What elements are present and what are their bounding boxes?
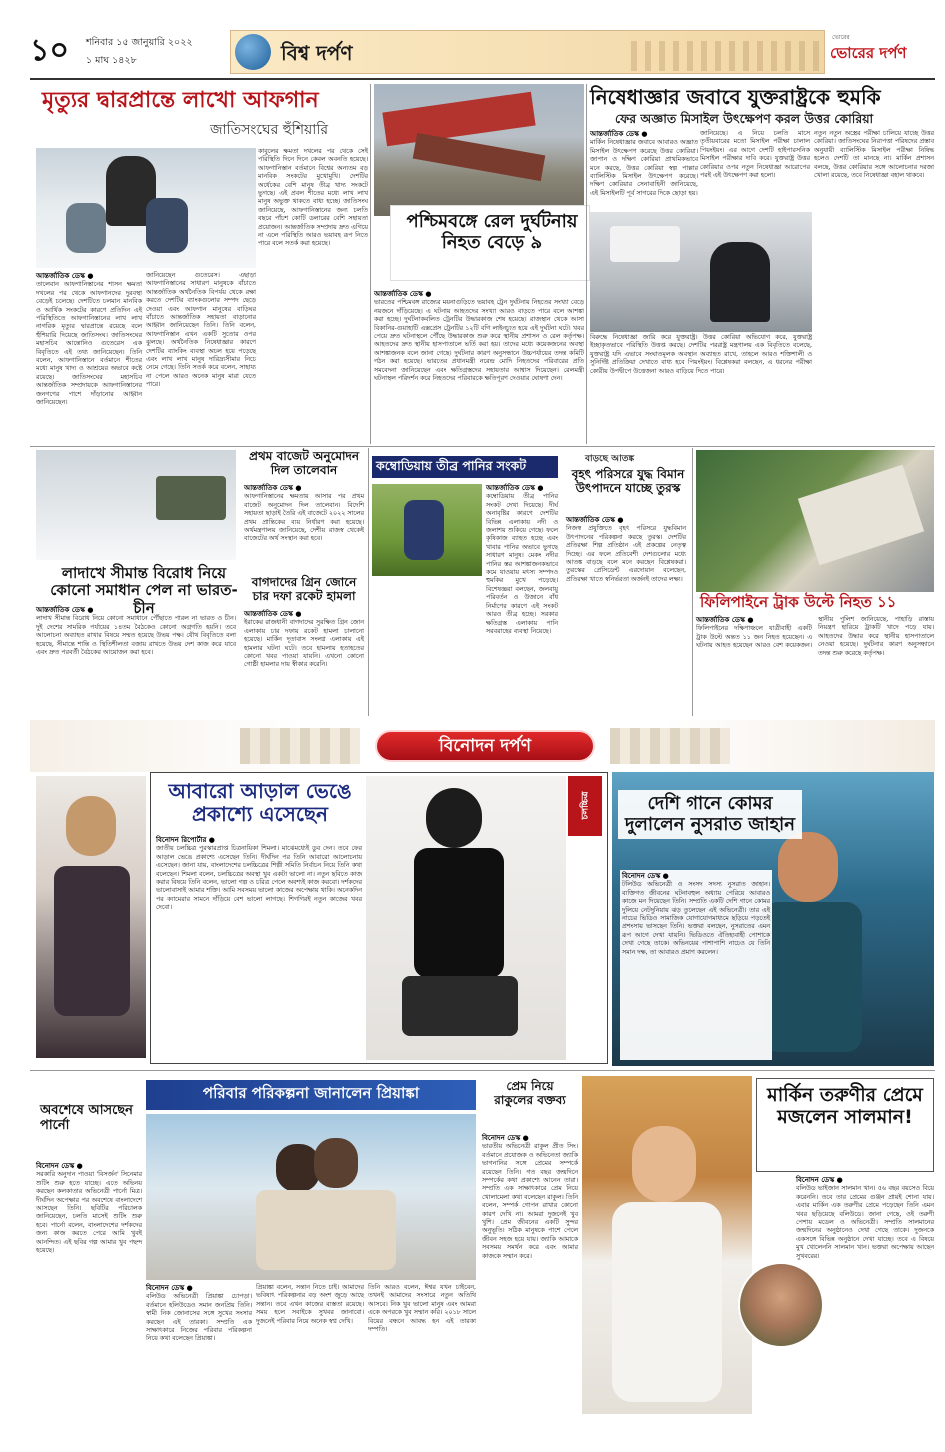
rakul-headline: প্রেম নিয়ে রাকুলের বক্তব্য [494, 1079, 566, 1107]
cambodia-headline-bar [372, 456, 558, 478]
korea-col-2-text: জানিয়েছে। এ নিয়ে চলতি মাসে তৃতীয়বারের মতো মিসাইল পরীক্ষা চালাল পিয়ংইয়ং। এর আগে দেশটি হাইপারসনিক মিসাইল পরীক্ষার দাবি করে। যুক্তরাষ্ট্র উত্তর কোরিয়ার ওপর নতুন নিষেধাজ্ঞা আরোপের পরই এই উৎক্ষেপণ করা হলো। [700, 130, 810, 180]
afghan-byline: আন্তর্জাতিক ডেস্ক ● [36, 272, 94, 280]
budget-byline: আন্তর্জাতিক ডেস্ক ● [244, 484, 302, 492]
parni-headline: অবশেষে আসছেন পার্নো [40, 1103, 133, 1133]
parni-byline: বিনোদন ডেস্ক ● [36, 1162, 83, 1170]
afghan-subhead: জাতিসংঘের হুঁশিয়ারি [210, 122, 329, 138]
col-rule [692, 448, 693, 716]
korea-subhead: ফের অজ্ঞাত মিসাইল উৎক্ষেপণ করল উত্তর কোরিয়া [615, 111, 874, 126]
afghan-col-2 [146, 272, 256, 444]
priyanka-col-3-text: তিনি আরও বলেন, ঈশ্বর যখন চাইবেন, তখনই আমাদের সংসারে নতুন অতিথি আসবে। নিক খুব ভালো মানুষ এবং আমরা একে অপরকে খুব সম্মান করি। ২০১৮ সালে বিয়ের বন্ধনে আবদ্ধ হন এই তারকা দম্পতি। [368, 1284, 476, 1334]
afghan-col-3 [258, 148, 368, 444]
rakul-body [482, 1134, 578, 1414]
shimla-side-tag-text: চলচ্চিত্র [580, 791, 591, 820]
page-number: ১০ [30, 33, 69, 68]
priyanka-col-2-text: প্রিয়াঙ্কা বলেন, সন্তান নিতে চাই। আমাদের ভবিষ্যৎ পরিকল্পনার বড় অংশ জুড়ে আছে সন্তান। তবে এখন কাজের ব্যস্ততা রয়েছে। সময় হলে সবাইকে সুখবর জানাবো। দুজনেই পরিবার নিয়ে অনেক স্বপ্ন দেখি। [256, 1284, 364, 1325]
cambodia-body [486, 484, 558, 635]
col-rule [368, 448, 369, 716]
logo-small-text: ভোরের [832, 34, 850, 41]
korea-col-4-text: নতুন নতুন অস্ত্রের পরীক্ষা চালিয়ে যাচ্ছে উত্তর কোরিয়া। জাতিসংঘের নিরাপত্তা পরিষদের প্রস্তাব অনুযায়ী ব্যালিস্টিক মিসাইল পরীক্ষা নিষিদ্ধ হলেও দেশটি তা মানছে না। মার্কিন প্রশাসন বলছে, উত্তর কোরিয়ার সঙ্গে আলোচনার দরজা খোলা রয়েছে, তবে নিষেধাজ্ঞা বহাল থাকবে। [814, 130, 934, 180]
salman-photo [738, 1262, 824, 1348]
rail-headline-box [390, 205, 590, 281]
col-rule [586, 84, 587, 444]
afghan-col-3-text: কাবুলের ক্ষমতা দখলের পর থেকে সেই পরিস্থিতি দিনে দিনে কেবল অবনতি হয়েছে। আফগানিস্তান বর্তমানে বিশ্বের অন্যতম বড় মানবিক সংকটের মুখোমুখি। দেশটির অর্ধেকের বেশি মানুষ তীব্র খাদ্য সংকটে ভুগছে। এই প্রবল শীতের মধ্যে লাখ লাখ মানুষ অভুক্ত থাকতে বাধ্য হচ্ছে। জাতিসংঘ জানিয়েছে, আফগানিস্তানের জন্য চলতি বছরে পাঁচশ কোটি ডলারের বেশি সহায়তা প্রয়োজন। আন্তর্জাতিক সম্প্রদায় দ্রুত এগিয়ে না এলে পরিস্থিতি আরও ভয়াবহ রূপ নিতে পারে বলে সতর্ক করা হয়েছে। [258, 148, 368, 248]
priyanka-headline: পরিবার পরিকল্পনা জানালেন প্রিয়াঙ্কা [202, 1084, 420, 1102]
korea-headline: নিষেধাজ্ঞার জবাবে যুক্তরাষ্ট্রকে হুমকি [590, 85, 881, 109]
philippines-photo [696, 450, 934, 592]
ladakh-photo [36, 450, 236, 560]
shimla-side-tag [568, 776, 602, 836]
salman-headline: মার্কিন তরুণীর প্রেমে মজলেন সালমান! [767, 1084, 923, 1128]
budget-text: আফগানিস্তানের ক্ষমতায় আসার পর প্রথম বাজেট অনুমোদন দিল তালেবান। বিদেশি সহায়তা ছাড়াই তৈরি এই বাজেটে ২০২২ সালের প্রথম প্রান্তিকের ব্যয় নির্ধারণ করা হয়েছে। অর্থমন্ত্রণালয় জানিয়েছে, দেশীয় রাজস্ব থেকেই বাজেটের অর্থ সংস্থান করা হবে। [244, 493, 364, 543]
turkey-byline: আন্তর্জাতিক ডেস্ক ● [566, 516, 624, 524]
ladakh-text: লাদাখ সীমান্ত বিরোধ নিয়ে কোনো সমাধানে পৌঁছাতে পারল না ভারত ও চীন। দুই দেশের সামরিক পর্যায়ের ১৪তম বৈঠকেও কোনো অগ্রগতি হয়নি। তবে আলোচনা অব্যাহত রাখার বিষয়ে সম্মত হয়েছে উভয় পক্ষ। যৌথ বিবৃতিতে বলা হয়েছে, সীমান্তে শান্তি ও স্থিতিশীলতা বজায় রাখতে উভয় দেশ কাজ করে যাবে এবং দ্রুত পরবর্তী বৈঠকের আয়োজন করা হবে। [36, 615, 236, 657]
rail-body [374, 290, 584, 440]
priyanka-photo [146, 1114, 476, 1280]
afghan-col-2-text: জানিয়েছেন গুতেরেস। এছাড়া আফগানিস্তানের সাধারণ মানুষকে বাঁচাতে আন্তর্জাতিক অর্থনৈতিক বিপর্যয় থেকে রক্ষা করতে দেশটির ব্যাংকগুলোর সম্পদ ছেড়ে দেওয়া এবং আফগান মানুষের বাড়িঘর বাঁচাতে আন্তর্জাতিক সহায়তা বাড়ানোর আহ্বান জানিয়েছেন তিনি। তিনি বলেন, আফগানিস্তান এখন একটি সুতোর ওপর ঝুলছে। অর্থনৈতিক নিষেধাজ্ঞার কারণে দেশটির ব্যাংকিং ব্যবস্থা অচল হয়ে পড়েছে এবং লাখ লাখ মানুষ দারিদ্র্যসীমার নিচে নেমে গেছে। তিনি সতর্ক করে বলেন, সাহায্য না পেলে আরও অনেক মানুষ মারা যেতে পারে। [146, 272, 256, 389]
salman-text: বলিউড ভাইজান সালমান খান। ৫৬ বছর বয়সেও বিয়ে করেননি। তবে তার প্রেমের গুঞ্জন প্রায়ই শোনা যায়। এবার মার্কিন এক তরুণীর প্রেমে পড়েছেন তিনি এমন খবর ছড়িয়েছে বলিউডে। জানা গেছে, ওই তরুণী পেশায় মডেল ও অভিনেত্রী। সম্প্রতি সালমানের জন্মদিনের অনুষ্ঠানেও দেখা গেছে তাকে। দুজনকে একসঙ্গে বিভিন্ন অনুষ্ঠানে দেখা যাচ্ছে। তবে এ বিষয়ে মুখ খোলেননি সালমান খান। ভক্তরা অপেক্ষায় আছেন সুখবরের। [796, 1185, 934, 1260]
ladakh-byline: আন্তর্জাতিক ডেস্ক ● [36, 606, 94, 614]
turkey-body [566, 516, 686, 712]
korea-col-2 [700, 130, 810, 210]
ladakh-headline: লাদাখে সীমান্ত বিরোধ নিয়ে কোনো সমাধান পেল না ভারত-চীন [50, 564, 238, 617]
rail-byline: আন্তর্জাতিক ডেস্ক ● [374, 290, 432, 298]
priyanka-col-3 [368, 1284, 476, 1414]
row-rule [30, 1070, 935, 1071]
logo-name: ভোরের দর্পণ [830, 44, 907, 62]
priyanka-col-1-text: বলিউড অভিনেত্রী প্রিয়াঙ্কা চোপড়া। বর্তমানে হলিউডেও সমান জনপ্রিয় তিনি। স্বামী নিক জোনাসের সঙ্গে সুখের সংসার করছেন এই তারকা। সম্প্রতি এক সাক্ষাৎকারে নিজের পরিবার পরিকল্পনা নিয়ে কথা বলেছেন প্রিয়াঙ্কা। [146, 1293, 252, 1343]
afghan-photo [36, 148, 256, 268]
korea-col-1 [590, 130, 698, 210]
nusrat-text: টলিউড অভিনেত্রী ও সংসদ সদস্য নুসরাত জাহান। ব্যক্তিগত জীবনের ঘটনাবহুল অধ্যায় পেরিয়ে আবারও কাজে মন দিয়েছেন তিনি। সম্প্রতি একটি দেশি গানে কোমর দুলিয়ে নেটদুনিয়ায় ঝড় তুলেছেন এই অভিনেত্রী। তার এই নাচের ভিডিও সামাজিক যোগাযোগমাধ্যমে ছড়িয়ে পড়তেই প্রশংসায় ভাসছেন তিনি। ভক্তরা বলছেন, নুসরাতের এমন রূপ আগে দেখা যায়নি। ভিডিওতে ঐতিহ্যবাহী পোশাকে দেখা গেছে তাকে। অভিনয়ের পাশাপাশি নাচেও যে তিনি সমান দক্ষ, তা আবারও প্রমাণ করলেন। [622, 881, 770, 956]
shimla-byline: বিনোদন রিপোর্টার ● [156, 836, 215, 844]
parni-body [36, 1162, 142, 1414]
cambodia-byline: আন্তর্জাতিক ডেস্ক ● [486, 484, 544, 492]
korea-photo [590, 212, 812, 332]
ladakh-body [36, 606, 236, 714]
green-zone-body [244, 610, 364, 714]
korea-col-1-text: মার্কিন নিষেধাজ্ঞার জবাবে আবারও অজ্ঞাত মিসাইল উৎক্ষেপণ করেছে উত্তর কোরিয়া। জাপান ও দক্ষিণ কোরিয়া প্রাথমিকভাবে মনে করছে, উত্তর কোরিয়া স্বল্প পাল্লার ব্যালিস্টিক মিসাইল উৎক্ষেপণ করেছে। দক্ষিণ কোরিয়ার সেনাবাহিনী জানিয়েছে, এই মিসাইলটি পূর্ব সাগরের দিকে ছোড়া হয়। [590, 139, 698, 197]
afghan-col-1-text: তালেবান আফগানিস্তানের শাসন ক্ষমতা দখলের পর থেকে আফগানদের দুরবস্থা বেড়েই চলেছে। দেশটিতে চলমান মানবিক ও আর্থিক সংকটের কারণে প্রতিদিন এই পরিস্থিতিতে আফগানিস্তানের লাখ লাখ নাগরিক মৃত্যুর দ্বারপ্রান্তে রয়েছে বলে হুঁশিয়ারি দিয়েছে জাতিসংঘ। জাতিসংঘের মহাসচিব আন্তোনিও গুতেরেস এক বিবৃতিতে এই তথ্য জানিয়েছেন। তিনি বলেন, আফগানিস্তানে বর্তমানে শীতের মধ্যে মানুষ খাদ্য ও আশ্রয়ের অভাবে কষ্টে রয়েছে। জাতিসংঘের মহাসচিব আন্তর্জাতিক সম্প্রদায়কে আফগানিস্তানের জনগণের পাশে দাঁড়ানোর আহ্বান জানিয়েছেন। [36, 281, 142, 407]
nusrat-byline: বিনোদন ডেস্ক ● [622, 872, 669, 880]
rail-photo [374, 84, 584, 216]
green-zone-text: ইরাকের রাজধানী বাগদাদের সুরক্ষিত গ্রিন জোন এলাকায় চার দফায় রকেট হামলা চালানো হয়েছে। মার্কিন দূতাবাস সংলগ্ন এলাকায় এই হামলার ঘটনা ঘটে। তবে হামলায় হতাহতের কোনো খবর পাওয়া যায়নি। এখনো কোনো গোষ্ঠী হামলার দায় স্বীকার করেনি। [244, 619, 364, 669]
rakul-text: ভারতীয় অভিনেত্রী রাকুল প্রীত সিং। বর্তমানে প্রযোজক ও অভিনেতা জ্যাকি ভাগনানির সঙ্গে প্রেমের সম্পর্কে রয়েছেন তিনি। গত বছর জন্মদিনে সম্পর্কের কথা প্রকাশ্যে আনেন তারা। সম্প্রতি এক সাক্ষাৎকারে প্রেম নিয়ে খোলামেলা কথা বলেছেন রাকুল। তিনি বলেন, সম্পর্ক গোপন রাখার কোনো কারণ দেখি না। আমরা দুজনেই খুব খুশি। প্রেম জীবনের একটি সুন্দর অনুভূতি। সঠিক মানুষকে পাশে পেলে জীবন সহজ হয়ে যায়। জ্যাকি আমাকে সবসময় সমর্থন করে এবং আমার কাজকে সম্মান করে। [482, 1143, 578, 1260]
green-zone-headline: বাগদাদের গ্রিন জোনে চার দফা রকেট হামলা [251, 575, 357, 603]
parni-text: সরকারি অনুদান পাওয়া 'বিসর্জন' সিনেমার শুটিং শুরু হতে যাচ্ছে। এতে অভিনয় করছেন কলকাতার অভিনেত্রী পার্নো মিত্র। দীর্ঘদিন অপেক্ষার পর অবশেষে বাংলাদেশে আসছেন তিনি। ছবিটির পরিচালক জানিয়েছেন, চলতি মাসেই শুটিং শুরু হবে। পার্নো বলেন, বাংলাদেশের দর্শকদের জন্য কাজ করতে পেরে আমি খুবই আনন্দিত। এই ছবির গল্প আমার খুব পছন্দ হয়েছে। [36, 1171, 142, 1255]
masthead-rule [30, 78, 935, 80]
entertainment-section-pill [375, 730, 595, 762]
salman-headline-box [756, 1078, 934, 1172]
turkey-headline: বৃহৎ পরিসরে যুদ্ধ বিমান উৎপাদনে যাচ্ছে তুরস্ক [571, 467, 685, 495]
philippines-text: ফিলিপাইনের দক্ষিণাঞ্চলে যাত্রীবাহী একটি ট্রাক উল্টে অন্তত ১১ জন নিহত হয়েছেন। এ ঘটনায় আহত হয়েছেন আরও বেশ কয়েকজন। স্থানীয় পুলিশ জানিয়েছে, পাহাড়ি রাস্তায় নিয়ন্ত্রণ হারিয়ে ট্রাকটি খাদে পড়ে যায়। আহতদের উদ্ধার করে স্থানীয় হাসপাতালে নেওয়া হয়েছে। দুর্ঘটনার কারণ অনুসন্ধানে তদন্ত শুরু করেছে কর্তৃপক্ষ। [696, 616, 934, 657]
rakul-byline: বিনোদন ডেস্ক ● [482, 1134, 529, 1142]
korea-col-3-text: বিরুদ্ধে নিষেধাজ্ঞা জারি করে যুক্তরাষ্ট্র। উত্তর কোরিয়া অভিযোগ করে, যুক্তরাষ্ট্র ইচ্ছাকৃতভাবে পরিস্থিতি উত্তপ্ত করছে। দেশটির পররাষ্ট্র মন্ত্রণালয় এক বিবৃতিতে বলেছে, যুক্তরাষ্ট্র যদি এভাবে সংঘাতমূলক অবস্থান অব্যাহত রাখে, তাহলে আরও শক্তিশালী ও সুনির্দিষ্ট প্রতিক্রিয়া দেখাতে বাধ্য হবে পিয়ংইয়ং। বিশ্লেষকরা বলছেন, এ ধরনের পরীক্ষা কোরীয় উপদ্বীপে উত্তেজনা আরও বাড়িয়ে দিতে পারে। [590, 334, 812, 375]
priyanka-headline-bar [146, 1080, 476, 1110]
cambodia-text: কম্বোডিয়ায় তীব্র পানির সংকট দেখা দিয়েছে। দীর্ঘ অনাবৃষ্টির কারণে দেশটির বিভিন্ন এলাকায় নদী ও জলাশয় শুকিয়ে গেছে। ফলে কৃষিকাজ ব্যাহত হচ্ছে এবং খাবার পানির অভাবে ভুগছে সাধারণ মানুষ। মেকং নদীর পানির স্তর আশঙ্কাজনকভাবে কমে যাওয়ায় মৎস্য সম্পদও হুমকির মুখে পড়েছে। বিশেষজ্ঞরা বলছেন, জলবায়ু পরিবর্তন ও উজানে বাঁধ নির্মাণের কারণে এই সংকট আরও তীব্র হচ্ছে। সরকার ক্ষতিগ্রস্ত এলাকায় পানি সরবরাহের ব্যবস্থা নিয়েছে। [486, 493, 558, 635]
date-line-1: শনিবার ১৫ জানুয়ারি ২০২২ [86, 37, 193, 48]
cambodia-photo [372, 484, 482, 576]
shimla-main-photo [366, 776, 566, 1060]
shimla-side-photo [36, 776, 146, 1058]
cambodia-headline: কম্বোডিয়ায় তীব্র পানির সংকট [376, 458, 527, 473]
shimla-headline: আবারো আড়াল ভেঙে প্রকাশ্যে এসেছেন [168, 779, 352, 826]
nusrat-body [620, 870, 772, 1060]
korea-byline: আন্তর্জাতিক ডেস্ক ● [590, 130, 648, 138]
date-line-2: ১ মাঘ ১৪২৮ [86, 55, 137, 66]
shimla-body [156, 836, 362, 1058]
row-rule [30, 446, 935, 447]
philippines-byline: আন্তর্জাতিক ডেস্ক ● [696, 616, 754, 624]
masthead [30, 30, 935, 76]
shimla-text: জাতীয় চলচ্চিত্র পুরস্কারপ্রাপ্ত চিত্রনায়িকা শিমলা। মাঝেমধ্যেই ডুব দেন। তবে ফের আড়াল ভেঙে প্রকাশ্যে এসেছেন তিনি। দীর্ঘদিন পর তিনি আবারো আলোচনায় এসেছেন। জানা যায়, বাংলাদেশের চলচ্চিত্রের শিল্পী সমিতি নির্বাচন নিয়ে তিনি কথা বলেছেন। শিমলা বলেন, চলচ্চিত্রের অবস্থা খুব একটা ভালো না। নতুন ছবিতে কাজ করার বিষয়ে তিনি বলেন, ভালো গল্প ও চরিত্র পেলে অবশ্যই কাজ করবো। দর্শকদের ভালোবাসাই আমার শক্তি। আমি সবসময় ভালো কাজের অপেক্ষায় থাকি। অনেকদিন পর ক্যামেরার সামনে দাঁড়িয়ে বেশ ভালো লাগছে। শিগগিরই নতুন কাজের খবর দেবো। [156, 845, 362, 912]
section-title: বিশ্ব দর্পণ [281, 41, 353, 65]
paper-logo [830, 30, 935, 74]
priyanka-col-2 [256, 1284, 364, 1414]
nusrat-headline: দেশি গানে কোমর দুলালেন নুসরাত জাহান [618, 790, 802, 839]
turkey-kicker: বাড়ছে আতঙ্ক [585, 454, 635, 464]
rail-text: ভারতের পশ্চিমবঙ্গ রাজ্যের ময়নাগুড়িতে ভয়াবহ ট্রেন দুর্ঘটনায় নিহতের সংখ্যা বেড়ে নয়জনে দাঁড়িয়েছে। এ ঘটনায় আহতদের সংখ্যা আরও বাড়তে পারে বলে আশঙ্কা করা হচ্ছে। দুর্ঘটনাকবলিত ট্রেনটির উদ্ধারকাজ শেষ হয়েছে। রাজস্থান থেকে আসা বিকানির-গুয়াহাটি এক্সপ্রেস ট্রেনটির ১২টি বগি লাইনচ্যুত হয়ে এই দুর্ঘটনা ঘটে। খবর পেয়ে দ্রুত ঘটনাস্থলে পৌঁছে উদ্ধারকাজ শুরু করে স্থানীয় প্রশাসন ও রেল কর্তৃপক্ষ। আহতদের দ্রুত স্থানীয় হাসপাতালে ভর্তি করা হয়। তাদের মধ্যে কয়েকজনের অবস্থা আশঙ্কাজনক বলে জানা গেছে। দুর্ঘটনার কারণ অনুসন্ধানে উচ্চপর্যায়ের তদন্ত কমিটি গঠন করা হয়েছে। ভারতের প্রধানমন্ত্রী নরেন্দ্র মোদি নিহতদের পরিবারের প্রতি সমবেদনা জানিয়েছেন এবং ক্ষতিগ্রস্তদের সহায়তার আশ্বাস দিয়েছেন। রেলমন্ত্রী ঘটনাস্থল পরিদর্শন করে নিহতদের পরিবারকে ক্ষতিপূরণ দেওয়ার ঘোষণা দেন। [374, 299, 584, 383]
green-zone-byline: আন্তর্জাতিক ডেস্ক ● [244, 610, 302, 618]
entertainment-section-title: বিনোদন দর্পণ [439, 736, 531, 756]
korea-col-4 [814, 130, 934, 444]
priyanka-byline: বিনোদন ডেস্ক ● [146, 1284, 193, 1292]
philippines-body [696, 616, 934, 714]
landmark-icons [631, 41, 821, 71]
korea-col-3 [590, 334, 812, 444]
entertainment-banner [30, 720, 935, 772]
budget-body [244, 484, 364, 574]
philippines-headline: ফিলিপাইনে ট্রাক উল্টে নিহত ১১ [700, 593, 897, 611]
salman-byline: বিনোদন ডেস্ক ● [796, 1176, 843, 1184]
rail-headline: পশ্চিমবঙ্গে রেল দুর্ঘটনায় নিহত বেড়ে ৯ [406, 211, 578, 253]
priyanka-col-1 [146, 1284, 252, 1414]
turkey-text: নিজস্ব প্রযুক্তিতে বৃহৎ পরিসরে যুদ্ধবিমান উৎপাদনের পরিকল্পনা করছে তুরস্ক। দেশটির প্রতিরক্ষা শিল্প প্রতিষ্ঠান এই প্রকল্পের নেতৃত্ব দিচ্ছে। এর ফলে প্রতিবেশী দেশগুলোর মধ্যে আতঙ্ক বাড়ছে বলে মনে করছেন বিশ্লেষকরা। তুরস্কের প্রেসিডেন্ট এরদোয়ান বলেছেন, প্রতিরক্ষা খাতে স্বনির্ভরতা অর্জনই তাদের লক্ষ্য। [566, 525, 686, 583]
col-rule [370, 84, 371, 444]
section-banner [230, 30, 825, 74]
globe-icon [235, 34, 271, 70]
rakul-photo [582, 1076, 752, 1414]
budget-headline: প্রথম বাজেট অনুমোদন দিল তালেবান [249, 449, 359, 477]
afghan-headline: মৃত্যুর দ্বারপ্রান্তে লাখো আফগান [42, 88, 319, 113]
